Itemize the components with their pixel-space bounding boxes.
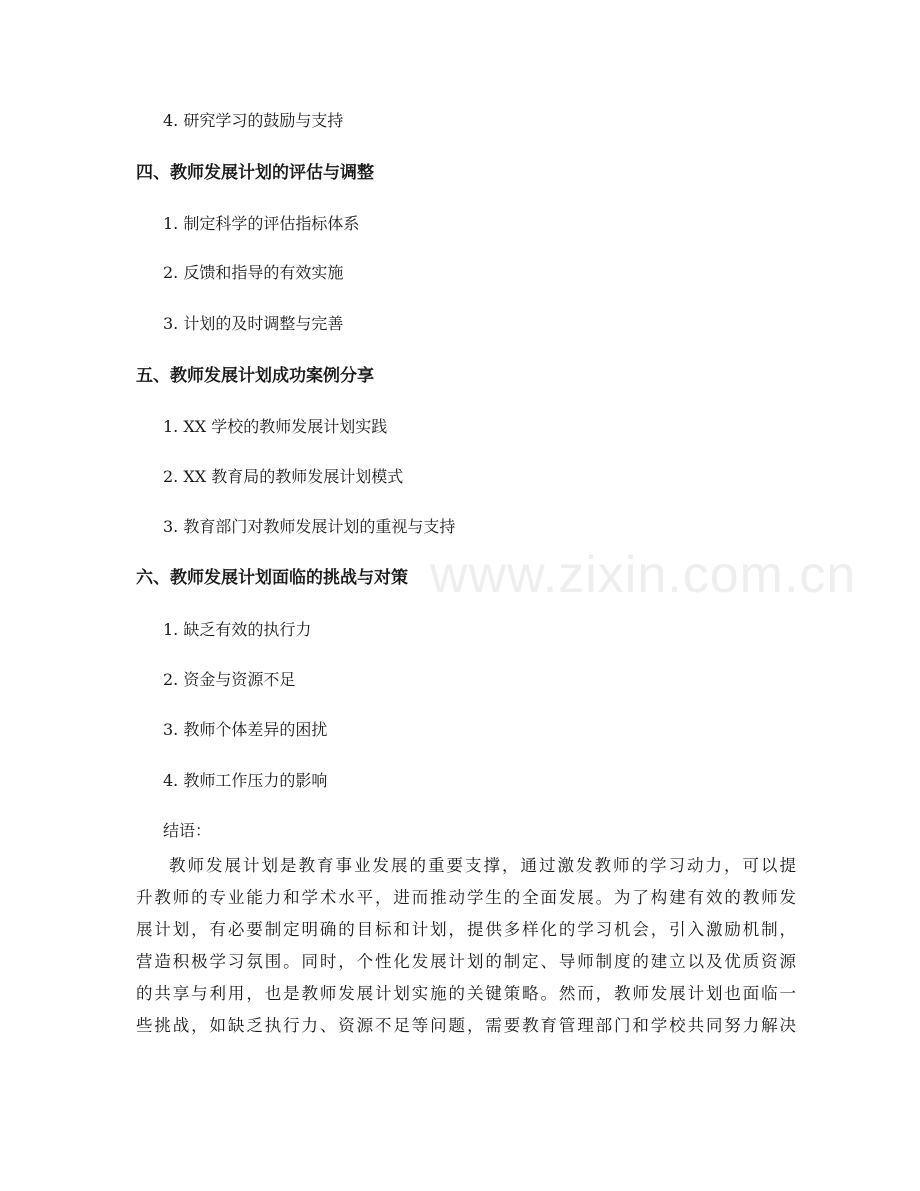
subsection-6-2: 2. 资金与资源不足 [163, 670, 296, 689]
subsection-3-4: 4. 研究学习的鼓励与支持 [163, 111, 344, 130]
subsection-5-2: 2. XX 教育局的教师发展计划模式 [163, 467, 404, 486]
subsection-4-3: 3. 计划的及时调整与完善 [163, 314, 344, 333]
conclusion-paragraph [136, 850, 796, 1042]
subsection-6-3: 3. 教师个体差异的困扰 [163, 720, 328, 739]
subsection-4-2: 2. 反馈和指导的有效实施 [163, 263, 344, 282]
subsection-5-3: 3. 教育部门对教师发展计划的重视与支持 [163, 517, 456, 536]
conclusion-label: 结语： [163, 821, 212, 840]
subsection-5-1: 1. XX 学校的教师发展计划实践 [163, 417, 388, 436]
section-heading-5: 五、教师发展计划成功案例分享 [136, 366, 374, 386]
conclusion-line: 教师发展计划是教育事业发展的重要支撑，通过激发教师的学习动力，可以提 [169, 856, 796, 875]
conclusion-line: 升教师的专业能力和学术水平，进而推动学生的全面发展。为了构建有效的教师发 [136, 888, 796, 907]
conclusion-line: 些挑战，如缺乏执行力、资源不足等问题，需要教育管理部门和学校共同努力解决 [136, 1016, 796, 1035]
section-heading-6: 六、教师发展计划面临的挑战与对策 [136, 568, 408, 588]
conclusion-line: 展计划，有必要制定明确的目标和计划，提供多样化的学习机会，引入激励机制， [136, 920, 796, 939]
section-heading-4: 四、教师发展计划的评估与调整 [136, 163, 374, 183]
subsection-4-1: 1. 制定科学的评估指标体系 [163, 214, 360, 233]
conclusion-line: 营造积极学习氛围。同时，个性化发展计划的制定、导师制度的建立以及优质资源 [136, 952, 796, 971]
subsection-6-4: 4. 教师工作压力的影响 [163, 771, 328, 790]
conclusion-line: 的共享与利用，也是教师发展计划实施的关键策略。然而，教师发展计划也面临一 [136, 984, 796, 1003]
watermark: www.zixin.com.cn [430, 546, 857, 604]
subsection-6-1: 1. 缺乏有效的执行力 [163, 620, 312, 639]
